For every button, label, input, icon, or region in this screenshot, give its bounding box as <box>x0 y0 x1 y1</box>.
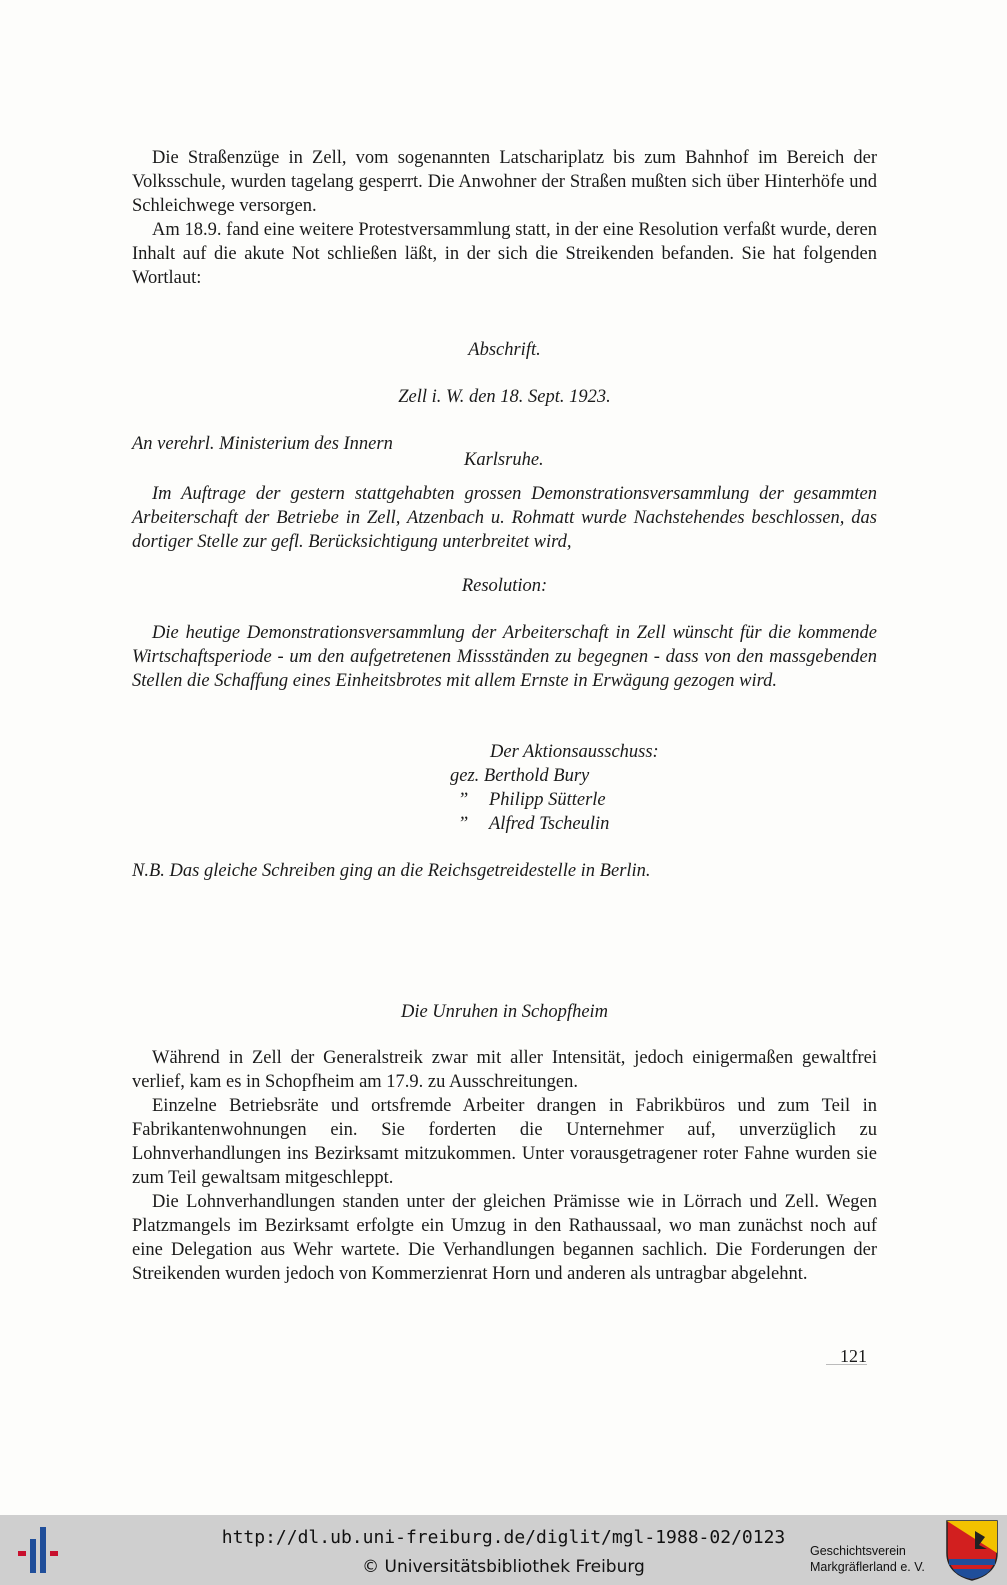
page-number: 121 <box>840 1346 867 1366</box>
signature-1: gez. Berthold Bury <box>450 766 590 786</box>
source-url[interactable]: http://dl.ub.uni-freiburg.de/diglit/mgl-1988-02/0123 <box>221 1527 786 1548</box>
coat-of-arms-icon <box>945 1519 999 1581</box>
letter-date: Zell i. W. den 18. Sept. 1923. <box>398 387 611 407</box>
society-name-line2: Markgräflerland e. V. <box>810 1560 925 1574</box>
copyright: © Universitätsbibliothek Freiburg <box>362 1557 645 1577</box>
intro-text <box>132 146 877 290</box>
letter-intro-block <box>132 482 877 554</box>
paragraph: Am 18.9. fand eine weitere Protestversammlung statt, in der eine Resolution verfaßt wurde, deren Inhalt auf die akute Not schließen läßt, in der sich die Streikenden befanden. Sie hat folgenden Wortlaut: <box>132 220 877 288</box>
resolution-heading: Resolution: <box>461 576 548 596</box>
paragraph: Während in Zell der Generalstreik zwar mit aller Intensität, jedoch einigermaßen gewaltfrei verlief, kam es in Schopfheim am 17.9. zu Ausschreitungen. <box>132 1048 877 1092</box>
paragraph: Einzelne Betriebsräte und ortsfremde Arbeiter drangen in Fabrikbüros und zum Teil in Fabrikantenwohnungen ein. Sie forderten die Unternehmer auf, unverzüglich zu Lohnverhandlungen ins Bezirksamt mitzukommen. Unter vorausgetragener roter Fahne wurden sie zum Teil gewaltsam mitgeschleppt. <box>132 1096 877 1188</box>
section-text <box>132 1046 877 1286</box>
ditto-mark: ” <box>458 790 469 810</box>
ditto-mark: ” <box>458 814 469 834</box>
signature-title: Der Aktionsausschuss: <box>490 742 659 762</box>
section-heading: Die Unruhen in Schopfheim <box>400 1002 609 1022</box>
letter-heading: Abschrift. <box>468 340 541 360</box>
letter-city: Karlsruhe. <box>464 450 544 470</box>
paragraph: Die Straßenzüge in Zell, vom sogenannten Latschariplatz bis zum Bahnhof im Bereich der Volksschule, wurden tagelang gesperrt. Die Anwohner der Straßen mußten sich über Hinterhöfe und Schleichwege versorgen. <box>132 148 877 216</box>
resolution-text: Die heutige Demonstrationsversammlung der Arbeiterschaft in Zell wünscht für die kommende Wirtschaftsperiode - um den aufgetretenen Missständen zu begegnen - dass von den massgebenden Stellen die Schaffung eines Einheitsbrotes mit allem Ernste in Erwägung gezogen wird. <box>132 623 877 691</box>
society-name-line1: Geschichtsverein <box>810 1544 906 1558</box>
signature-3: Alfred Tscheulin <box>489 814 610 834</box>
footer-bar <box>0 1515 1007 1585</box>
society-name <box>810 1543 925 1575</box>
resolution-block <box>132 621 877 693</box>
letter-intro: Im Auftrage der gestern stattgehabten grossen Demonstrationsversammlung der gesammten Arbeiterschaft der Betriebe in Zell, Atzenbach u. Rohmatt wurde Nachstehendes beschlossen, das dortiger Stelle zur gefl. Berücksichtigung unterbreitet wird, <box>132 484 877 552</box>
letter-note: N.B. Das gleiche Schreiben ging an die Reichsgetreidestelle in Berlin. <box>132 861 651 881</box>
paragraph: Die Lohnverhandlungen standen unter der gleichen Prämisse wie in Lörrach und Zell. Wegen Platzmangels im Bezirksamt erfolgte ein Umzug in den Rathaussaal, wo man zunächst noch auf eine Delegation aus Wehr wartete. Die Verhandlungen begannen sachlich. Die Forderungen der Streikenden wurden jedoch von Kommerzienrat Horn und anderen als untragbar abgelehnt. <box>132 1192 877 1284</box>
signature-2: Philipp Sütterle <box>489 790 606 810</box>
letter-addressee: An verehrl. Ministerium des Innern <box>132 434 393 454</box>
